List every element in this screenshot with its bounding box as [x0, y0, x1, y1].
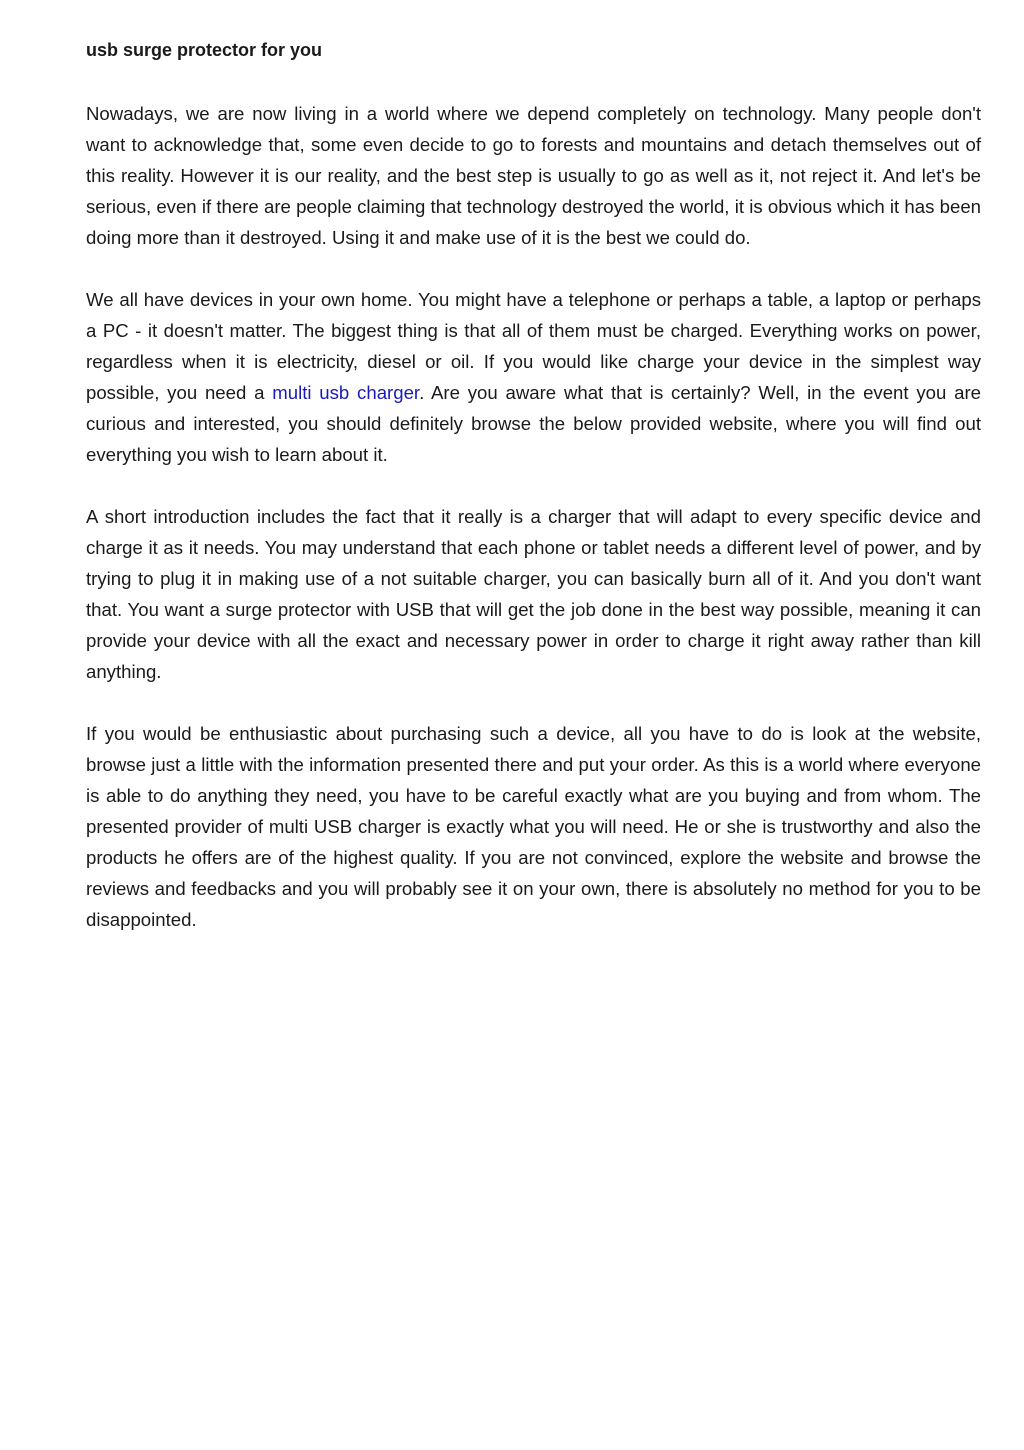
paragraph-devices-text-after: . Are you aware what that is certainly? Well, in the event you are curious and interested, you should definitely browse the below provided website, where you will find out everything you wish to learn about it. [86, 382, 981, 465]
paragraph-purchasing: If you would be enthusiastic about purchasing such a device, all you have to do is look at the website, browse just a little with the information presented there and put your order. As this is a world where everyone is able to do anything they need, you have to be careful exactly what are you buying and from whom. The presented provider of multi USB charger is exactly what you will need. He or she is trustworthy and also the products he offers are of the highest quality. If you are not convinced, explore the website and browse the reviews and feedbacks and you will probably see it on your own, there is absolutely no method for you to be disappointed. [86, 723, 981, 930]
paragraph-intro: Nowadays, we are now living in a world where we depend completely on technology. Many people don't want to acknowledge that, some even decide to go to forests and mountains and detach themselves out of this reality. However it is our reality, and the best step is usually to go as well as it, not reject it. And let's be serious, even if there are people claiming that technology destroyed the world, it is obvious which it has been doing more than it destroyed. Using it and make use of it is the best we could do. [86, 103, 981, 248]
paragraph-introduction: A short introduction includes the fact that it really is a charger that will adapt to every specific device and charge it as it needs. You may understand that each phone or tablet needs a different level of power, and by trying to plug it in making use of a not suitable charger, you can basically burn all of it. And you don't want that. You want a surge protector with USB that will get the job done in the best way possible, meaning it can provide your device with all the exact and necessary power in order to charge it right away rather than kill anything. [86, 506, 981, 682]
paragraph-devices-text-before: We all have devices in your own home. You might have a telephone or perhaps a table, a laptop or perhaps a PC - it doesn't matter. The biggest thing is that all of them must be charged. Everything works on power, regardless when it is electricity, diesel or oil. If you would like charge your device in the simplest way possible, you need a [86, 289, 981, 403]
document-page [86, 37, 981, 966]
multi-usb-charger-link[interactable]: multi usb charger [272, 382, 420, 403]
document-title: usb surge protector for you [86, 40, 323, 60]
paragraph-devices [86, 284, 981, 470]
